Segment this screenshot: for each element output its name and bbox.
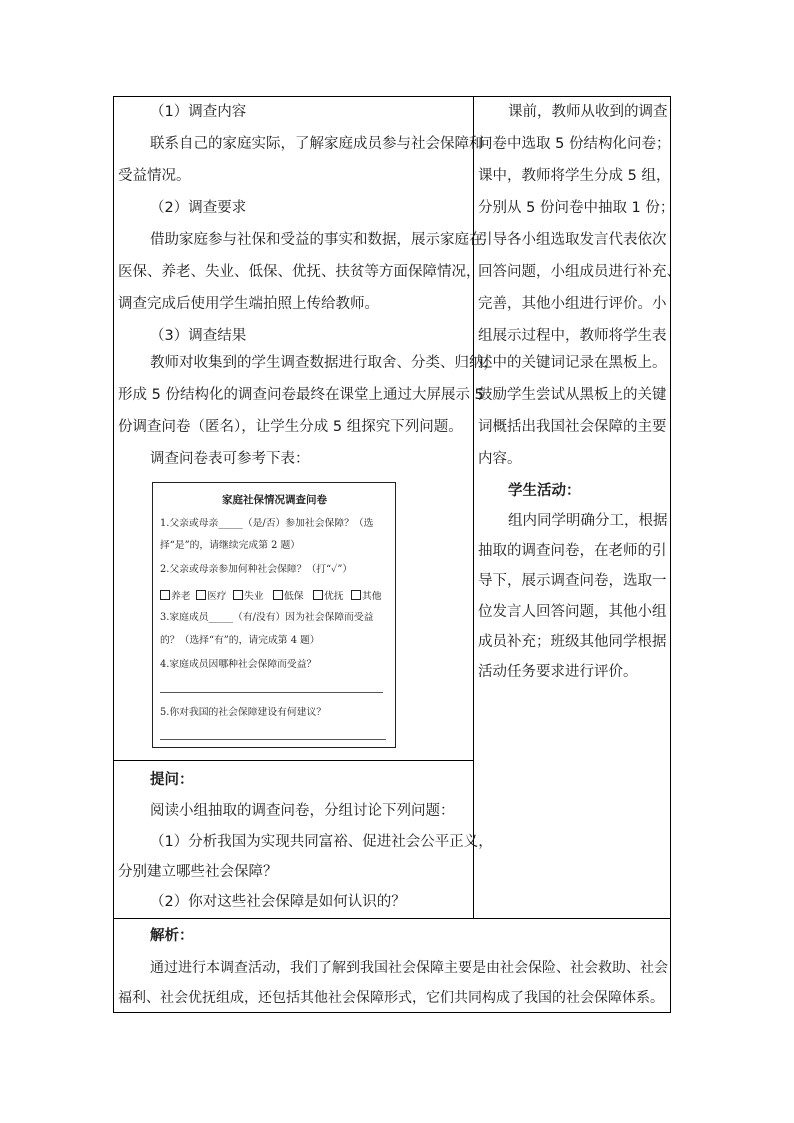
questionnaire-title: 家庭社保情况调查问卷 xyxy=(222,494,327,506)
item2-heading: （2）调查要求 xyxy=(150,200,247,216)
questionnaire-q1: 1.父亲或母亲_____（是/否）参加社会保障？（选 xyxy=(160,518,374,529)
option-special-care[interactable]: 优抚 xyxy=(313,588,344,602)
questionnaire-q5: 5.你对我国的社会保障建设有何建议？ xyxy=(160,707,327,718)
item3-line: 教师对收集到的学生调查数据进行取舍、分类、归纳， xyxy=(150,355,498,371)
row-divider-question xyxy=(113,760,474,761)
questionnaire-q2: 2.父亲或母亲参加何种社会保障？（打“✓”） xyxy=(160,564,353,575)
question-2: （2）你对这些社会保障是如何认识的？ xyxy=(150,894,406,910)
item1-line: 联系自己的家庭实际，了解家庭成员参与社会保障和 xyxy=(150,136,484,152)
student-line: 位发言人回答问题，其他小组 xyxy=(478,604,667,620)
item1-heading: （1）调查内容 xyxy=(150,104,247,120)
option-unemployment[interactable]: 失业 xyxy=(233,588,264,602)
option-medical[interactable]: 医疗 xyxy=(196,588,227,602)
student-line: 导下，展示调查问卷，选取一 xyxy=(478,573,667,589)
question-label: 提问： xyxy=(150,772,194,788)
teacher-line: 词概括出我国社会保障的主要 xyxy=(478,419,667,435)
questionnaire-q3: 3.家庭成员_____（有/没有）因为社会保障而受益 xyxy=(160,612,374,623)
table-border-right xyxy=(670,96,671,1013)
item2-line: 医保、养老、失业、低保、优抚、扶贫等方面保障情况， xyxy=(118,264,481,280)
checkbox-icon[interactable] xyxy=(160,590,170,600)
answer-line-q5[interactable] xyxy=(160,739,386,740)
teacher-line: 完善，其他小组进行评价。小 xyxy=(478,296,667,312)
student-line: 成员补充；班级其他同学根据 xyxy=(478,634,667,650)
student-line: 组内同学明确分工，根据 xyxy=(508,513,668,529)
item1-line: 受益情况。 xyxy=(118,168,191,184)
teacher-line: 课中，教师将学生分成 5 组， xyxy=(478,168,671,184)
teacher-line: 课前，教师从收到的调查 xyxy=(508,104,668,120)
student-line: 活动任务要求进行评价。 xyxy=(478,664,638,680)
checkbox-icon[interactable] xyxy=(233,590,243,600)
table-border-bottom xyxy=(113,1012,671,1013)
teacher-line: 引导各小组选取发言代表依次 xyxy=(478,232,667,248)
checkbox-icon[interactable] xyxy=(273,590,283,600)
item2-line: 借助家庭参与社保和受益的事实和数据，展示家庭在 xyxy=(150,232,484,248)
teacher-line: 述中的关键词记录在黑板上。 xyxy=(478,355,667,371)
table-reference: 调查问卷表可参考下表： xyxy=(150,451,310,467)
questionnaire-q3-cont: 的？（选择“有”的，请完成第 4 题） xyxy=(160,635,320,646)
teacher-line: 组展示过程中，教师将学生表 xyxy=(478,328,667,344)
teacher-line: 内容。 xyxy=(478,451,522,467)
table-border-top xyxy=(113,96,671,97)
answer-line-q4[interactable] xyxy=(160,692,383,693)
teacher-line: 分别从 5 份问卷中抽取 1 份； xyxy=(478,200,675,216)
analysis-line: 福利、社会优抚组成，还包括其他社会保障形式，它们共同构成了我国的社会保障体系。 xyxy=(118,990,664,1006)
checkbox-icon[interactable] xyxy=(196,590,206,600)
item3-line: 形成 5 份结构化的调查问卷最终在课堂上通过大屏展示 5 xyxy=(118,387,484,403)
teacher-line: 回答问题，小组成员进行补充、 xyxy=(478,264,681,280)
student-activity-label: 学生活动： xyxy=(508,483,581,499)
analysis-label: 解析： xyxy=(150,928,194,944)
teacher-line: 鼓励学生尝试从黑板上的关键 xyxy=(478,387,667,403)
teacher-line: 问卷中选取 5 份结构化问卷； xyxy=(478,136,671,152)
option-minimum-living[interactable]: 低保 xyxy=(273,588,304,602)
questionnaire-q4: 4.家庭成员因哪种社会保障而受益？ xyxy=(160,659,317,670)
question-1-cont: 分别建立哪些社会保障？ xyxy=(118,864,278,880)
question-1: （1）分析我国为实现共同富裕、促进社会公平正义， xyxy=(150,834,493,850)
checkbox-icon[interactable] xyxy=(313,590,323,600)
questionnaire-q1-cont: 择“是”的，请继续完成第 2 题） xyxy=(160,540,301,551)
item2-line: 调查完成后使用学生端拍照上传给教师。 xyxy=(118,296,379,312)
option-pension[interactable]: 养老 xyxy=(160,588,191,602)
student-line: 抽取的调查问卷，在老师的引 xyxy=(478,543,667,559)
row-divider-analysis xyxy=(113,918,671,919)
analysis-line: 通过进行本调查活动，我们了解到我国社会保障主要是由社会保险、社会救助、社会 xyxy=(150,960,668,976)
option-other[interactable]: 其他 xyxy=(351,588,382,602)
item3-heading: （3）调查结果 xyxy=(150,328,247,344)
item3-line: 份调查问卷（匿名），让学生分成 5 组探究下列问题。 xyxy=(118,419,463,435)
question-intro: 阅读小组抽取的调查问卷，分组讨论下列问题： xyxy=(150,803,455,819)
column-divider xyxy=(473,96,474,919)
table-border-left xyxy=(113,96,114,1013)
checkbox-icon[interactable] xyxy=(351,590,361,600)
